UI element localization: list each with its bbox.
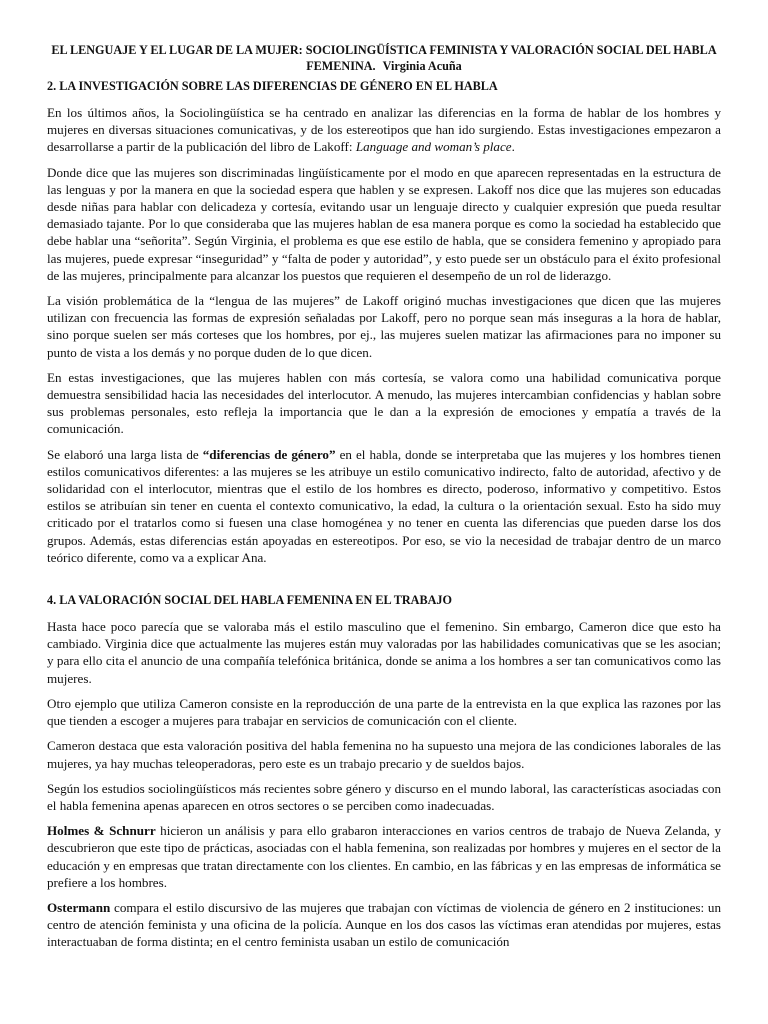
section-4-paragraph-1: Hasta hace poco parecía que se valoraba más el estilo masculino que el femenino. Sin embargo, Cameron dice que esto ha cambiado. Virginia dice que actualmente las mujeres están muy valoradas por las habilidades comunicativas que se les asocian; y para ello cita el anuncio de una compañía telefónica británica, donde se anima a los hombres a ser tan comunicativos como las mujeres. <box>47 619 721 686</box>
section-2-paragraph-3: La visión problemática de la “lengua de las mujeres” de Lakoff originó muchas investigaciones que dicen que las mujeres utilizan con frecuencia las formas de expresión señaladas por Lakoff, pero no porque sean más inseguras a la hora de hablar, sino porque suelen ser más corteses que los hombres, por ej., las mujeres suelen matizar las afirmaciones para no imponer su punto de vista a los demás y no porque duden de lo que dicen. <box>47 293 721 360</box>
section-4-paragraph-3: Cameron destaca que esta valoración positiva del habla femenina no ha supuesto una mejora de las condiciones laborales de las mujeres, ya hay muchas teleoperadoras, pero este es un trabajo precario y de sueldos bajos. <box>47 738 721 771</box>
section-2-paragraph-2: Donde dice que las mujeres son discriminadas lingüísticamente por el modo en que aparecen representadas en la estructura de las lenguas y por la manera en que la sociedad espera que hablen y se expresen. Lakoff nos dice que las mujeres son educadas desde niñas para hablar con delicadeza y cortesía, evitando usar un lenguaje directo y cualquier expresión que pueda resultar demasiado tajante. Por lo que consideraba que las mujeres hablan de esa manera porque es como la sociedad ha establecido que debe hablar una “señorita”. Según Virginia, el problema es que ese estilo de habla, que se considera femenino y apropiado para las mujeres, puede expresar “inseguridad” y “falta de poder y autoridad”, y esto puede ser un obstáculo para el éxito profesional de las mujeres, principalmente para alcanzar los puestos que requieren el desempeño de un rol de liderazgo. <box>47 164 721 283</box>
author-reference: Holmes & Schnurr <box>47 823 156 839</box>
section-2-paragraph-5 <box>47 446 721 566</box>
section-4-paragraph-5 <box>47 822 721 891</box>
emphasis-term: “diferencias de género” <box>202 446 336 462</box>
section-4-paragraph-6 <box>47 899 721 951</box>
section-4-paragraph-2: Otro ejemplo que utiliza Cameron consiste en la reproducción de una parte de la entrevista en la que explica las razones por las que tienden a escoger a mujeres para trabajar en servicios de comunicación con el cliente. <box>47 695 721 729</box>
document-page <box>47 42 721 959</box>
section-2-heading: 2. LA INVESTIGACIÓN SOBRE LAS DIFERENCIAS DE GÉNERO EN EL HABLA <box>47 79 498 93</box>
paragraph-text: en el habla, donde se interpretaba que las mujeres y los hombres tienen estilos comunicativos diferentes: a las mujeres se les atribuye un estilo comunicativo indirecto, falto de autoridad, afectivo y de solidaridad con el interlocutor, mientras que el estilo de los hombres es directo, poderoso, informativo y competitivo. Estos estilos se atribuían sin tener en cuenta el contexto comunicativo, la edad, la cultura o la orientación sexual. Esto ha sido muy criticado por el tratarlos como si fuesen una clase homogénea y no tener en cuenta las diferencias que pueden darse los dos grupos. Además, estas diferencias están apoyadas en estereotipos. Por eso, se vio la necesidad de trabajar dentro de un marco teórico diferente, como va a explicar Ana. <box>47 446 721 565</box>
title-text: EL LENGUAJE Y EL LUGAR DE LA MUJER: SOCIOLINGÜÍSTICA FEMINISTA Y VALORACIÓN SOCIAL DEL HABLA FEMENINA. <box>51 43 717 73</box>
section-4-heading: 4. LA VALORACIÓN SOCIAL DEL HABLA FEMENINA EN EL TRABAJO <box>47 593 452 608</box>
book-title: Language and woman’s place <box>355 139 512 155</box>
paragraph-text: En los últimos años, la Sociolingüística se ha centrado en analizar las diferencias en la forma de hablar de los hombres y mujeres en diversas situaciones comunicativas, y de los estereotipos que han ido surgiendo. Estas investigaciones empezaron a desarrollarse a partir de la publicación del libro de Lakoff: <box>47 105 721 155</box>
section-4-paragraph-4: Según los estudios sociolingüísticos más recientes sobre género y discurso en el mundo laboral, las características asociadas con el habla femenina apenas aparecen en otros sectores o se perciben como inadecuadas. <box>47 780 721 813</box>
author-name: Virginia Acuña <box>382 59 462 73</box>
paragraph-text: compara el estilo discursivo de las mujeres que trabajan con víctimas de violencia de género en 2 instituciones: un centro de atención feminista y una oficina de la policía. Aunque en los dos casos las víctimas eran atendidas por mujeres, estas interactuaban de forma distinta; en el centro feminista usaban un estilo de comunicación <box>47 899 721 950</box>
author-reference: Ostermann <box>47 899 111 915</box>
section-2-paragraph-1 <box>47 104 721 156</box>
document-title <box>47 42 721 74</box>
section-2-paragraph-4: En estas investigaciones, que las mujeres hablen con más cortesía, se valora como una habilidad comunicativa porque demuestra sensibilidad hacia las necesidades del interlocutor. A menudo, las mujeres intercambian confidencias y hablan sobre sus problemas personales, esto refleja la importancia que le dan a la expresión de emociones y empatía a través de la comunicación. <box>47 369 721 437</box>
paragraph-end: . <box>511 139 515 155</box>
paragraph-text: hicieron un análisis y para ello grabaron interacciones en varios centros de trabajo de Nueva Zelanda, y descubrieron que este tipo de prácticas, asociadas con el habla femenina, son realizadas por hombres y mujeres en el sector de la educación y en empresas que tratan directamente con los clientes. En cambio, en las fábricas y en las empresas de informática se prefiere a los hombres. <box>47 823 721 890</box>
paragraph-text: Se elaboró una larga lista de <box>47 446 199 462</box>
